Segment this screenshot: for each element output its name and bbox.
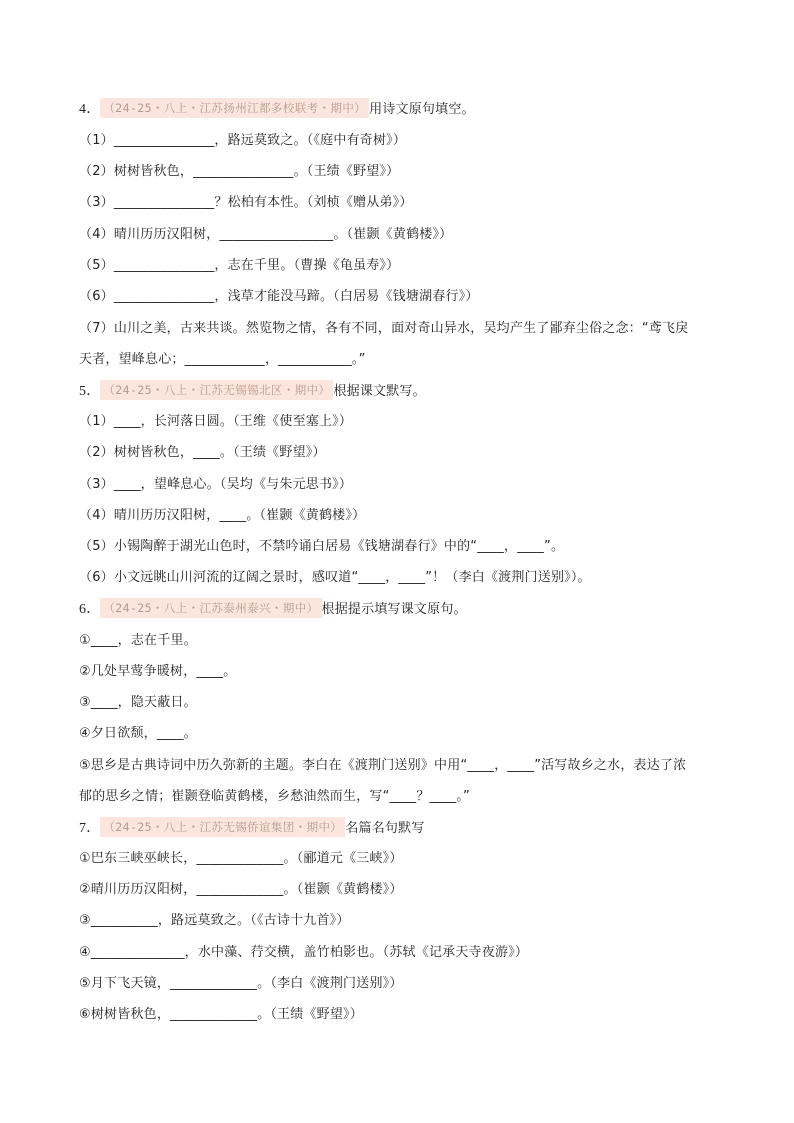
- question-number: 6．: [79, 602, 101, 617]
- source-tag: （24-25・八上・江苏无锡锡北区・期中）: [100, 380, 333, 400]
- source-tag: （24-25・八上・江苏泰州泰兴・期中）: [100, 598, 321, 618]
- question-6-line-2: ②几处早莺争暖树，____。: [79, 664, 237, 679]
- question-7-line-4: ④______________，水中藻、荇交横，盖竹柏影也。（苏轼《记承天寺夜游》）: [79, 945, 529, 960]
- question-number: 5．: [79, 384, 101, 399]
- question-instruction: 名篇名句默写: [345, 821, 425, 836]
- question-4-line-6: （6）_______________，浅草才能没马蹄。（白居易《钱塘湖春行》）: [79, 289, 479, 304]
- question-5-line-4: （4）晴川历历汉阳树，____。（崔颢《黄鹤楼》）: [79, 508, 366, 523]
- question-4-line-4: （4）晴川历历汉阳树，_________________。（崔颢《黄鹤楼》）: [79, 227, 453, 242]
- question-5-line-1: （1）____，长河落日圆。（王维《使至塞上》）: [79, 414, 353, 429]
- question-7-line-2: ②晴川历历汉阳树，_____________。（崔颢《黄鹤楼》）: [79, 882, 403, 897]
- question-4-header: [79, 98, 729, 120]
- question-number: 4．: [79, 102, 101, 117]
- question-6-line-5: ⑤思乡是古典诗词中历久弥新的主题。李白在《渡荆门送别》中用“____，____”活写故乡之水，表达了浓: [79, 758, 687, 773]
- question-6-line-6: 郁的思乡之情；崔颢登临黄鹤楼，乡愁油然而生，写“____？____。”: [79, 789, 470, 804]
- question-6-header: [79, 598, 729, 620]
- question-4-line-2: （2）树树皆秋色，_______________。（王绩《野望》）: [79, 164, 400, 179]
- question-5-header: [79, 380, 729, 402]
- question-6-line-1: ①____，志在千里。: [79, 633, 197, 648]
- question-7-line-6: ⑥树树皆秋色，_____________。（王绩《野望》）: [79, 1007, 363, 1022]
- question-6-line-3: ③____，隐天蔽日。: [79, 695, 197, 710]
- question-4-line-3: （3）_______________？松柏有本性。（刘桢《赠从弟》）: [79, 195, 413, 210]
- question-4-line-1: （1）_______________，路远莫致之。（《庭中有奇树》）: [79, 133, 407, 148]
- question-7-header: [79, 817, 729, 839]
- question-6-line-4: ④夕日欲颓，____。: [79, 726, 197, 741]
- source-tag: （24-25・八上・江苏无锡侨谊集团・期中）: [100, 817, 345, 837]
- question-number: 7．: [79, 821, 101, 836]
- question-7-line-3: ③__________，路远莫致之。（《古诗十九首》）: [79, 913, 350, 928]
- question-5-line-3: （3）____，望峰息心。（吴均《与朱元思书》）: [79, 477, 353, 492]
- question-7-line-5: ⑤月下飞天镜，_____________。（李白《渡荆门送别》）: [79, 976, 403, 991]
- question-5-line-5: （5）小锡陶醉于湖光山色时，不禁吟诵白居易《钱塘湖春行》中的“____，____”。: [79, 539, 565, 554]
- question-instruction: 根据课文默写。: [333, 384, 426, 399]
- source-tag: （24-25・八上・江苏扬州江都多校联考・期中）: [100, 98, 369, 118]
- question-5-line-2: （2）树树皆秋色，____。（王绩《野望》）: [79, 445, 326, 460]
- question-instruction: 用诗文原句填空。: [369, 102, 475, 117]
- question-5-line-6: （6）小文远眺山川河流的辽阔之景时，感叹道“____，____”！（李白《渡荆门送别》）。: [79, 570, 591, 585]
- question-4-line-5: （5）_______________，志在千里。（曹操《龟虽寿》）: [79, 258, 400, 273]
- question-4-line-8: 天者，望峰息心；____________，___________。”: [79, 352, 366, 367]
- question-instruction: 根据提示填写课文原句。: [321, 602, 467, 617]
- question-4-line-7: （7）山川之美，古来共谈。然览物之情，各有不同，面对奇山异水，吴均产生了鄙弃尘俗之念：“鸢飞戾: [79, 321, 689, 336]
- question-7-line-1: ①巴东三峡巫峡长，_____________。（郦道元《三峡》）: [79, 851, 403, 866]
